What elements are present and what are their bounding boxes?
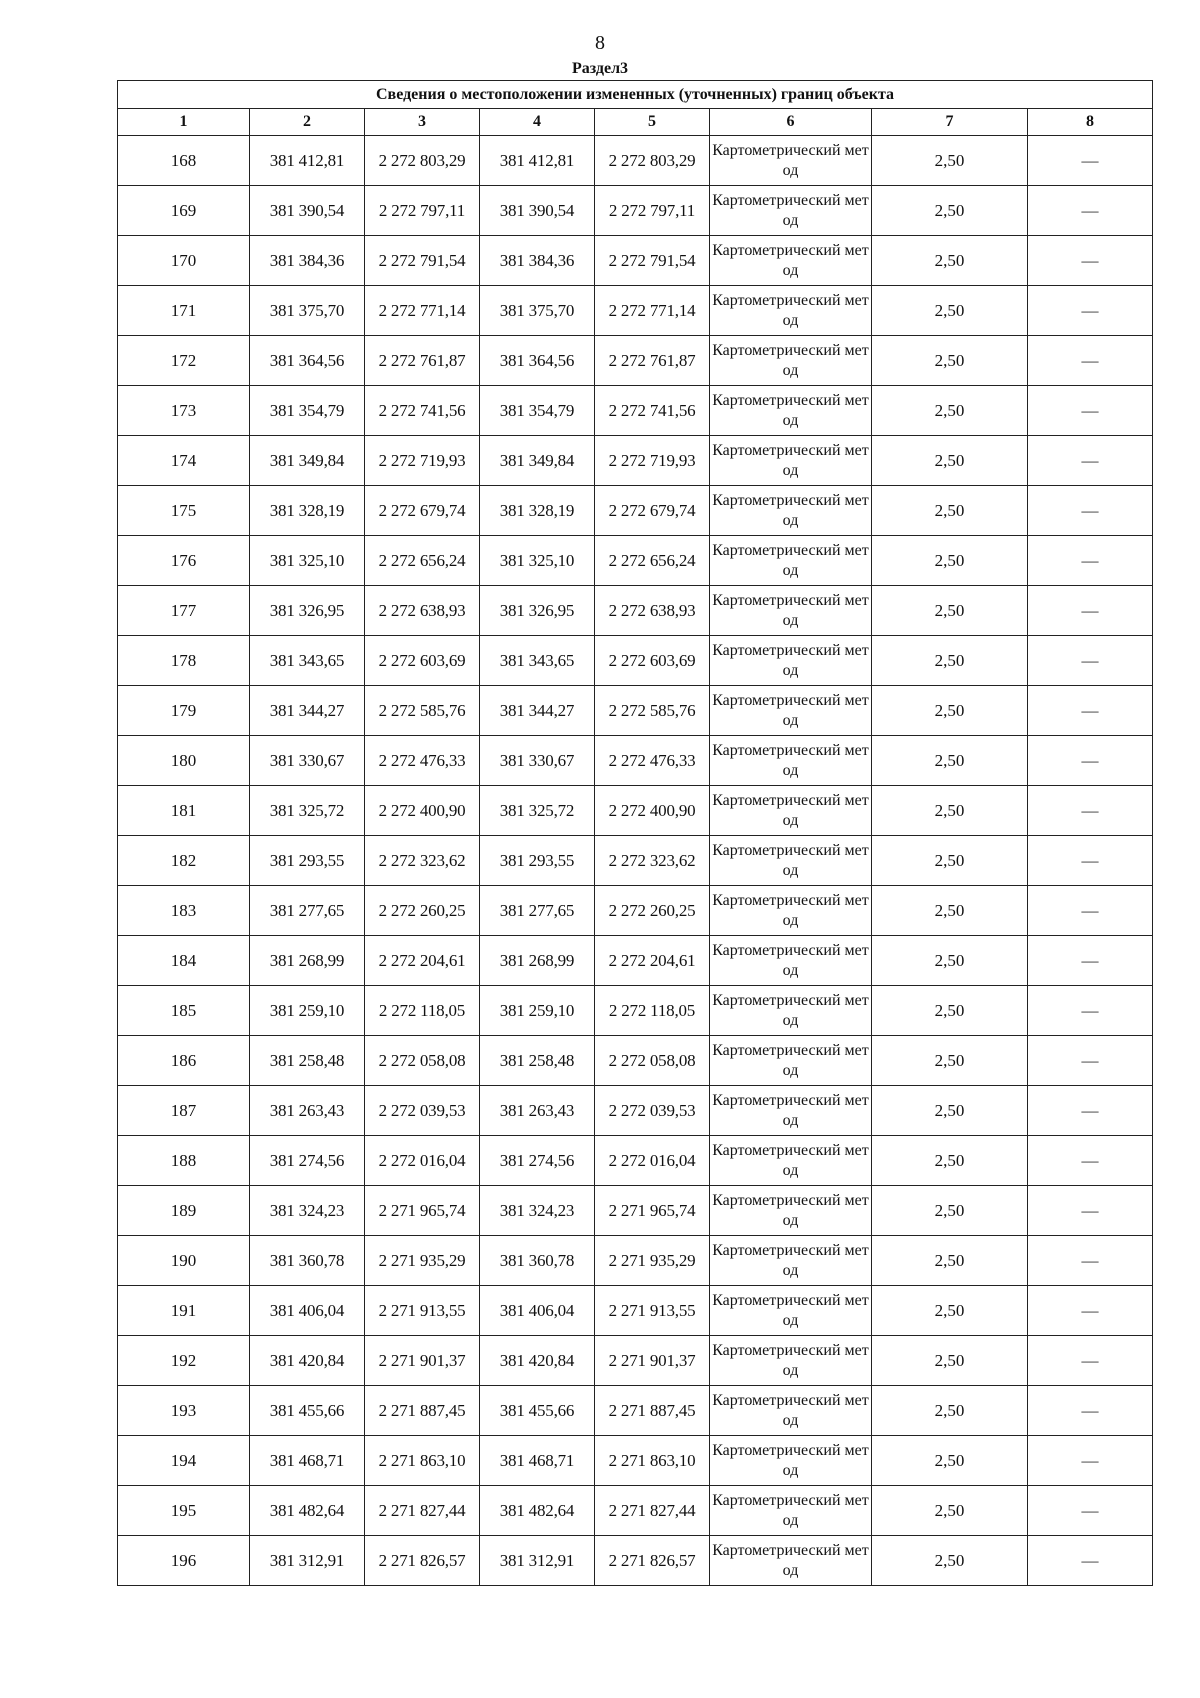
refined-y-cell: 2 271 863,10 (595, 1436, 710, 1486)
existing-y-cell: 2 272 719,93 (365, 436, 480, 486)
accuracy-cell: 2,50 (872, 636, 1028, 686)
point-number-cell: 196 (118, 1536, 250, 1586)
note-cell: — (1028, 536, 1153, 586)
refined-y-cell: 2 272 791,54 (595, 236, 710, 286)
accuracy-cell: 2,50 (872, 286, 1028, 336)
refined-y-cell: 2 272 058,08 (595, 1036, 710, 1086)
column-number: 5 (595, 109, 710, 136)
refined-x-cell: 381 325,10 (480, 536, 595, 586)
column-number: 6 (710, 109, 872, 136)
table-row (118, 836, 1153, 886)
table-row (118, 1536, 1153, 1586)
accuracy-cell: 2,50 (872, 536, 1028, 586)
method-cell: Картометрический метод (710, 286, 872, 336)
refined-x-cell: 381 390,54 (480, 186, 595, 236)
table-row (118, 1136, 1153, 1186)
method-cell: Картометрический метод (710, 886, 872, 936)
refined-y-cell: 2 271 965,74 (595, 1186, 710, 1236)
point-number-cell: 175 (118, 486, 250, 536)
table-row (118, 1386, 1153, 1436)
column-number: 3 (365, 109, 480, 136)
existing-x-cell: 381 468,71 (250, 1436, 365, 1486)
note-cell: — (1028, 436, 1153, 486)
note-cell: — (1028, 336, 1153, 386)
existing-y-cell: 2 272 323,62 (365, 836, 480, 886)
existing-y-cell: 2 272 400,90 (365, 786, 480, 836)
method-cell: Картометрический метод (710, 1036, 872, 1086)
refined-x-cell: 381 412,81 (480, 136, 595, 186)
method-cell: Картометрический метод (710, 1386, 872, 1436)
accuracy-cell: 2,50 (872, 136, 1028, 186)
accuracy-cell: 2,50 (872, 236, 1028, 286)
section-title: Раздел3 (571, 60, 629, 77)
refined-y-cell: 2 272 039,53 (595, 1086, 710, 1136)
table-row (118, 136, 1153, 186)
refined-x-cell: 381 343,65 (480, 636, 595, 686)
refined-x-cell: 381 268,99 (480, 936, 595, 986)
refined-x-cell: 381 349,84 (480, 436, 595, 486)
point-number-cell: 188 (118, 1136, 250, 1186)
existing-y-cell: 2 272 118,05 (365, 986, 480, 1036)
existing-x-cell: 381 482,64 (250, 1486, 365, 1536)
table-row (118, 936, 1153, 986)
note-cell: — (1028, 836, 1153, 886)
note-cell: — (1028, 1286, 1153, 1336)
coordinates-table (117, 80, 1153, 1586)
refined-x-cell: 381 263,43 (480, 1086, 595, 1136)
accuracy-cell: 2,50 (872, 186, 1028, 236)
note-cell: — (1028, 636, 1153, 686)
method-cell: Картометрический метод (710, 336, 872, 386)
accuracy-cell: 2,50 (872, 586, 1028, 636)
refined-x-cell: 381 259,10 (480, 986, 595, 1036)
point-number-cell: 177 (118, 586, 250, 636)
existing-x-cell: 381 293,55 (250, 836, 365, 886)
table-row (118, 236, 1153, 286)
method-cell: Картометрический метод (710, 1286, 872, 1336)
existing-x-cell: 381 354,79 (250, 386, 365, 436)
point-number-cell: 191 (118, 1286, 250, 1336)
method-cell: Картометрический метод (710, 186, 872, 236)
existing-y-cell: 2 271 901,37 (365, 1336, 480, 1386)
method-cell: Картометрический метод (710, 1436, 872, 1486)
table-row (118, 1486, 1153, 1536)
accuracy-cell: 2,50 (872, 886, 1028, 936)
accuracy-cell: 2,50 (872, 1536, 1028, 1586)
point-number-cell: 174 (118, 436, 250, 486)
refined-x-cell: 381 360,78 (480, 1236, 595, 1286)
table-row (118, 336, 1153, 386)
method-cell: Картометрический метод (710, 136, 872, 186)
refined-y-cell: 2 272 656,24 (595, 536, 710, 586)
existing-y-cell: 2 272 058,08 (365, 1036, 480, 1086)
refined-y-cell: 2 272 803,29 (595, 136, 710, 186)
column-number: 7 (872, 109, 1028, 136)
existing-x-cell: 381 330,67 (250, 736, 365, 786)
table-row (118, 1436, 1153, 1486)
existing-y-cell: 2 272 791,54 (365, 236, 480, 286)
refined-y-cell: 2 272 679,74 (595, 486, 710, 536)
page-number: 8 (595, 32, 605, 54)
accuracy-cell: 2,50 (872, 1136, 1028, 1186)
refined-x-cell: 381 274,56 (480, 1136, 595, 1186)
refined-x-cell: 381 384,36 (480, 236, 595, 286)
point-number-cell: 179 (118, 686, 250, 736)
method-cell: Картометрический метод (710, 386, 872, 436)
note-cell: — (1028, 236, 1153, 286)
accuracy-cell: 2,50 (872, 1336, 1028, 1386)
refined-y-cell: 2 272 585,76 (595, 686, 710, 736)
existing-y-cell: 2 272 260,25 (365, 886, 480, 936)
refined-y-cell: 2 272 323,62 (595, 836, 710, 886)
table-row (118, 436, 1153, 486)
point-number-cell: 190 (118, 1236, 250, 1286)
existing-x-cell: 381 360,78 (250, 1236, 365, 1286)
existing-x-cell: 381 268,99 (250, 936, 365, 986)
point-number-cell: 178 (118, 636, 250, 686)
accuracy-cell: 2,50 (872, 786, 1028, 836)
method-cell: Картометрический метод (710, 536, 872, 586)
existing-y-cell: 2 271 826,57 (365, 1536, 480, 1586)
method-cell: Картометрический метод (710, 786, 872, 836)
refined-y-cell: 2 271 935,29 (595, 1236, 710, 1286)
refined-x-cell: 381 325,72 (480, 786, 595, 836)
existing-x-cell: 381 258,48 (250, 1036, 365, 1086)
existing-y-cell: 2 272 638,93 (365, 586, 480, 636)
point-number-cell: 168 (118, 136, 250, 186)
note-cell: — (1028, 286, 1153, 336)
point-number-cell: 176 (118, 536, 250, 586)
method-cell: Картометрический метод (710, 736, 872, 786)
accuracy-cell: 2,50 (872, 1286, 1028, 1336)
refined-y-cell: 2 272 638,93 (595, 586, 710, 636)
table-row (118, 1086, 1153, 1136)
existing-x-cell: 381 325,10 (250, 536, 365, 586)
note-cell: — (1028, 1536, 1153, 1586)
method-cell: Картометрический метод (710, 586, 872, 636)
point-number-cell: 184 (118, 936, 250, 986)
existing-x-cell: 381 375,70 (250, 286, 365, 336)
existing-y-cell: 2 272 797,11 (365, 186, 480, 236)
method-cell: Картометрический метод (710, 486, 872, 536)
existing-x-cell: 381 343,65 (250, 636, 365, 686)
refined-y-cell: 2 272 476,33 (595, 736, 710, 786)
existing-y-cell: 2 272 585,76 (365, 686, 480, 736)
existing-y-cell: 2 272 656,24 (365, 536, 480, 586)
method-cell: Картометрический метод (710, 836, 872, 886)
existing-y-cell: 2 272 204,61 (365, 936, 480, 986)
existing-x-cell: 381 274,56 (250, 1136, 365, 1186)
table-row (118, 786, 1153, 836)
existing-y-cell: 2 271 887,45 (365, 1386, 480, 1436)
refined-y-cell: 2 272 400,90 (595, 786, 710, 836)
existing-x-cell: 381 326,95 (250, 586, 365, 636)
note-cell: — (1028, 1136, 1153, 1186)
point-number-cell: 189 (118, 1186, 250, 1236)
point-number-cell: 193 (118, 1386, 250, 1436)
existing-x-cell: 381 349,84 (250, 436, 365, 486)
method-cell: Картометрический метод (710, 936, 872, 986)
existing-x-cell: 381 406,04 (250, 1286, 365, 1336)
note-cell: — (1028, 686, 1153, 736)
refined-x-cell: 381 277,65 (480, 886, 595, 936)
method-cell: Картометрический метод (710, 1536, 872, 1586)
note-cell: — (1028, 1186, 1153, 1236)
refined-y-cell: 2 272 603,69 (595, 636, 710, 686)
note-cell: — (1028, 1036, 1153, 1086)
table-row (118, 286, 1153, 336)
accuracy-cell: 2,50 (872, 1386, 1028, 1436)
point-number-cell: 171 (118, 286, 250, 336)
refined-x-cell: 381 482,64 (480, 1486, 595, 1536)
refined-x-cell: 381 330,67 (480, 736, 595, 786)
note-cell: — (1028, 986, 1153, 1036)
table-caption: Сведения о местоположении измененных (уточненных) границ объекта (118, 81, 1153, 109)
existing-y-cell: 2 272 803,29 (365, 136, 480, 186)
refined-y-cell: 2 271 826,57 (595, 1536, 710, 1586)
table-row (118, 1186, 1153, 1236)
refined-y-cell: 2 272 741,56 (595, 386, 710, 436)
accuracy-cell: 2,50 (872, 336, 1028, 386)
table-row (118, 1286, 1153, 1336)
refined-y-cell: 2 271 901,37 (595, 1336, 710, 1386)
existing-x-cell: 381 384,36 (250, 236, 365, 286)
existing-x-cell: 381 312,91 (250, 1536, 365, 1586)
refined-y-cell: 2 272 761,87 (595, 336, 710, 386)
accuracy-cell: 2,50 (872, 936, 1028, 986)
refined-y-cell: 2 272 204,61 (595, 936, 710, 986)
refined-y-cell: 2 272 719,93 (595, 436, 710, 486)
table-row (118, 1236, 1153, 1286)
column-number: 4 (480, 109, 595, 136)
note-cell: — (1028, 736, 1153, 786)
refined-x-cell: 381 344,27 (480, 686, 595, 736)
accuracy-cell: 2,50 (872, 986, 1028, 1036)
point-number-cell: 173 (118, 386, 250, 436)
note-cell: — (1028, 486, 1153, 536)
column-number: 8 (1028, 109, 1153, 136)
refined-x-cell: 381 420,84 (480, 1336, 595, 1386)
table-body (118, 136, 1153, 1586)
table-row (118, 986, 1153, 1036)
existing-x-cell: 381 390,54 (250, 186, 365, 236)
accuracy-cell: 2,50 (872, 836, 1028, 886)
note-cell: — (1028, 886, 1153, 936)
existing-x-cell: 381 364,56 (250, 336, 365, 386)
accuracy-cell: 2,50 (872, 1236, 1028, 1286)
table-row (118, 636, 1153, 686)
method-cell: Картометрический метод (710, 1236, 872, 1286)
table-row (118, 736, 1153, 786)
point-number-cell: 172 (118, 336, 250, 386)
point-number-cell: 181 (118, 786, 250, 836)
existing-y-cell: 2 271 863,10 (365, 1436, 480, 1486)
point-number-cell: 185 (118, 986, 250, 1036)
refined-y-cell: 2 271 827,44 (595, 1486, 710, 1536)
accuracy-cell: 2,50 (872, 386, 1028, 436)
refined-y-cell: 2 272 118,05 (595, 986, 710, 1036)
table-row (118, 1036, 1153, 1086)
existing-x-cell: 381 455,66 (250, 1386, 365, 1436)
point-number-cell: 186 (118, 1036, 250, 1086)
method-cell: Картометрический метод (710, 636, 872, 686)
existing-y-cell: 2 272 761,87 (365, 336, 480, 386)
existing-x-cell: 381 328,19 (250, 486, 365, 536)
existing-y-cell: 2 271 935,29 (365, 1236, 480, 1286)
table-row (118, 486, 1153, 536)
method-cell: Картометрический метод (710, 686, 872, 736)
method-cell: Картометрический метод (710, 1186, 872, 1236)
refined-x-cell: 381 328,19 (480, 486, 595, 536)
accuracy-cell: 2,50 (872, 686, 1028, 736)
refined-x-cell: 381 468,71 (480, 1436, 595, 1486)
refined-y-cell: 2 272 016,04 (595, 1136, 710, 1186)
refined-x-cell: 381 324,23 (480, 1186, 595, 1236)
refined-x-cell: 381 375,70 (480, 286, 595, 336)
table-row (118, 386, 1153, 436)
refined-x-cell: 381 258,48 (480, 1036, 595, 1086)
existing-x-cell: 381 344,27 (250, 686, 365, 736)
method-cell: Картометрический метод (710, 236, 872, 286)
accuracy-cell: 2,50 (872, 1436, 1028, 1486)
existing-y-cell: 2 271 913,55 (365, 1286, 480, 1336)
table-row (118, 686, 1153, 736)
accuracy-cell: 2,50 (872, 1486, 1028, 1536)
table-row (118, 536, 1153, 586)
existing-y-cell: 2 272 039,53 (365, 1086, 480, 1136)
method-cell: Картометрический метод (710, 1486, 872, 1536)
note-cell: — (1028, 786, 1153, 836)
note-cell: — (1028, 136, 1153, 186)
note-cell: — (1028, 1336, 1153, 1386)
existing-y-cell: 2 272 603,69 (365, 636, 480, 686)
refined-y-cell: 2 271 913,55 (595, 1286, 710, 1336)
note-cell: — (1028, 1236, 1153, 1286)
point-number-cell: 169 (118, 186, 250, 236)
existing-y-cell: 2 272 016,04 (365, 1136, 480, 1186)
table-row (118, 886, 1153, 936)
existing-y-cell: 2 272 476,33 (365, 736, 480, 786)
existing-x-cell: 381 412,81 (250, 136, 365, 186)
method-cell: Картометрический метод (710, 986, 872, 1036)
column-number-row (118, 109, 1153, 136)
point-number-cell: 192 (118, 1336, 250, 1386)
accuracy-cell: 2,50 (872, 1086, 1028, 1136)
existing-x-cell: 381 325,72 (250, 786, 365, 836)
refined-x-cell: 381 354,79 (480, 386, 595, 436)
refined-y-cell: 2 272 771,14 (595, 286, 710, 336)
existing-x-cell: 381 420,84 (250, 1336, 365, 1386)
existing-x-cell: 381 259,10 (250, 986, 365, 1036)
existing-x-cell: 381 324,23 (250, 1186, 365, 1236)
method-cell: Картометрический метод (710, 1136, 872, 1186)
accuracy-cell: 2,50 (872, 1036, 1028, 1086)
table-row (118, 186, 1153, 236)
point-number-cell: 170 (118, 236, 250, 286)
point-number-cell: 187 (118, 1086, 250, 1136)
table-row (118, 1336, 1153, 1386)
note-cell: — (1028, 586, 1153, 636)
refined-x-cell: 381 406,04 (480, 1286, 595, 1336)
accuracy-cell: 2,50 (872, 1186, 1028, 1236)
accuracy-cell: 2,50 (872, 486, 1028, 536)
note-cell: — (1028, 1436, 1153, 1486)
point-number-cell: 180 (118, 736, 250, 786)
point-number-cell: 182 (118, 836, 250, 886)
note-cell: — (1028, 386, 1153, 436)
method-cell: Картометрический метод (710, 1086, 872, 1136)
refined-y-cell: 2 272 260,25 (595, 886, 710, 936)
refined-x-cell: 381 293,55 (480, 836, 595, 886)
method-cell: Картометрический метод (710, 1336, 872, 1386)
note-cell: — (1028, 1486, 1153, 1536)
column-number: 1 (118, 109, 250, 136)
note-cell: — (1028, 1086, 1153, 1136)
existing-y-cell: 2 272 679,74 (365, 486, 480, 536)
note-cell: — (1028, 1386, 1153, 1436)
refined-y-cell: 2 272 797,11 (595, 186, 710, 236)
note-cell: — (1028, 186, 1153, 236)
refined-y-cell: 2 271 887,45 (595, 1386, 710, 1436)
existing-x-cell: 381 277,65 (250, 886, 365, 936)
refined-x-cell: 381 455,66 (480, 1386, 595, 1436)
point-number-cell: 194 (118, 1436, 250, 1486)
point-number-cell: 183 (118, 886, 250, 936)
existing-y-cell: 2 272 771,14 (365, 286, 480, 336)
existing-y-cell: 2 271 827,44 (365, 1486, 480, 1536)
refined-x-cell: 381 326,95 (480, 586, 595, 636)
table-row (118, 586, 1153, 636)
existing-y-cell: 2 272 741,56 (365, 386, 480, 436)
existing-y-cell: 2 271 965,74 (365, 1186, 480, 1236)
point-number-cell: 195 (118, 1486, 250, 1536)
method-cell: Картометрический метод (710, 436, 872, 486)
accuracy-cell: 2,50 (872, 736, 1028, 786)
existing-x-cell: 381 263,43 (250, 1086, 365, 1136)
refined-x-cell: 381 312,91 (480, 1536, 595, 1586)
refined-x-cell: 381 364,56 (480, 336, 595, 386)
note-cell: — (1028, 936, 1153, 986)
column-number: 2 (250, 109, 365, 136)
accuracy-cell: 2,50 (872, 436, 1028, 486)
